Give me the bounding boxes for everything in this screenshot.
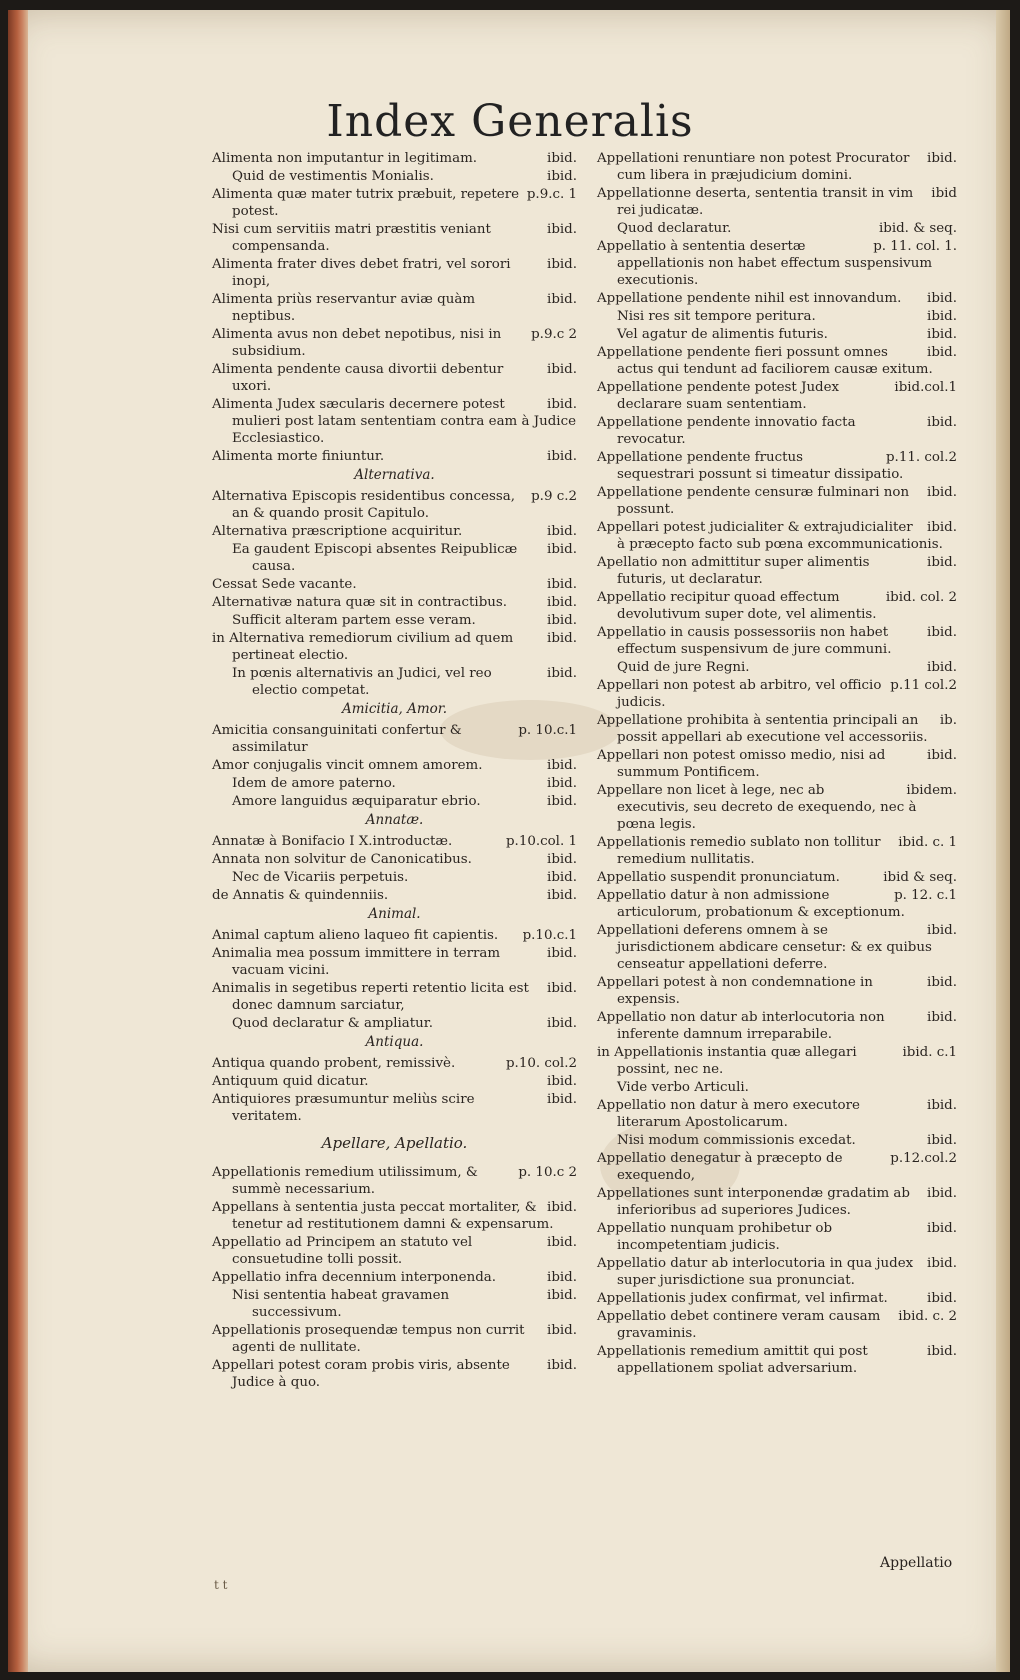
page-reference: ibid. xyxy=(547,794,577,809)
page-reference: ib. xyxy=(939,713,957,728)
entry-text: Appellatio non datur à mero executore literarum Apostolicarum. xyxy=(597,1098,860,1130)
entry-text: Appellare non licet à lege, nec ab executivis, seu decreto de exequendo, nec à pœna legis. xyxy=(597,783,917,832)
entry-text: Animal captum alieno laqueo fit capientis. xyxy=(212,928,499,943)
entry-text: Appellationi deferens omnem à se jurisdictionem abdicare censetur: & ex quibus censeatur appellationi deferre. xyxy=(597,923,932,972)
index-entry xyxy=(212,775,577,792)
index-entry xyxy=(597,1343,957,1377)
entry-text: Nec de Vicariis perpetuis. xyxy=(232,870,409,885)
page-reference: ibid. xyxy=(927,345,957,360)
entry-text: Quod declaratur. xyxy=(617,221,732,236)
index-entry xyxy=(212,594,577,611)
page-reference: ibidem. xyxy=(906,783,957,798)
entry-text: Appellari potest coram probis viris, absente Judice à quo. xyxy=(212,1358,510,1390)
entry-text: Appellatione prohibita à sententia principali an possit appellari ab executione vel accessoriis. xyxy=(597,713,928,745)
index-entry xyxy=(597,379,957,413)
page-reference: ibid xyxy=(931,186,957,201)
index-entry xyxy=(212,168,577,185)
entry-text: Appellatio recipitur quoad effectum devolutivum super dote, vel alimentis. xyxy=(597,590,877,622)
entry-text: Alimenta frater dives debet fratri, vel sorori inopi, xyxy=(212,257,511,289)
page-reference: ibid. xyxy=(547,151,577,166)
page-reference: ibid. xyxy=(927,485,957,500)
page-reference: ibid. col. 2 xyxy=(885,590,957,605)
page-reference: ibid. xyxy=(547,613,577,628)
page-reference: ibid. xyxy=(547,1358,577,1373)
page-title: Index Generalis xyxy=(326,96,694,147)
entry-text: Appellatione pendente nihil est innovandum. xyxy=(597,291,902,306)
entry-text: Appellatione pendente censuræ fulminari non possunt. xyxy=(597,485,910,517)
page-reference: p.11. col.2 xyxy=(885,450,957,465)
entry-text: Nisi cum servitiis matri præstitis veniant compensanda. xyxy=(212,222,491,254)
index-entry xyxy=(212,488,577,522)
index-entry xyxy=(597,220,957,237)
entry-text: Appellationis remedium amittit qui post appellationem spoliat adversarium. xyxy=(597,1344,868,1376)
page-reference: p. 11. col. 1. xyxy=(873,239,957,254)
index-entry xyxy=(597,624,957,658)
index-entry xyxy=(597,308,957,325)
page-reference: ibid. xyxy=(547,888,577,903)
page-reference: ibid. c. 1 xyxy=(898,835,957,850)
page-reference: ibid. xyxy=(547,1200,577,1215)
index-column-left xyxy=(212,150,577,1392)
page-reference: ibid. xyxy=(547,595,577,610)
page-reference: ibid. xyxy=(927,1098,957,1113)
index-entry xyxy=(597,677,957,711)
index-entry xyxy=(597,659,957,676)
entry-text: Idem de amore paterno. xyxy=(232,776,396,791)
entry-text: Appellans à sententia justa peccat mortaliter, & tenetur ad restitutionem damni & expensarum. xyxy=(212,1200,554,1232)
index-entry xyxy=(212,630,577,664)
index-entry xyxy=(597,290,957,307)
index-entry xyxy=(597,1255,957,1289)
index-entry xyxy=(212,576,577,593)
page-reference: ibid. xyxy=(927,1221,957,1236)
entry-text: Appellatio non datur ab interlocutoria non inferente damnum irreparabile. xyxy=(597,1010,885,1042)
entry-text: in Appellationis instantia quæ allegari possint, nec ne. xyxy=(597,1045,857,1077)
entry-text: Appellatio datur ab interlocutoria in qua judex super jurisdictione sua pronunciat. xyxy=(597,1256,914,1288)
page-reference: ibid. c.1 xyxy=(902,1045,957,1060)
index-entry xyxy=(597,712,957,746)
entry-text: Amor conjugalis vincit omnem amorem. xyxy=(212,758,483,773)
index-entry xyxy=(597,1308,957,1342)
index-entry xyxy=(597,1079,957,1096)
page-reference: ibid. xyxy=(927,151,957,166)
entry-text: Apellatio non admittitur super alimentis futuris, ut declaratur. xyxy=(597,555,870,587)
index-entry xyxy=(212,851,577,868)
index-section-heading: Antiqua. xyxy=(365,1034,424,1050)
index-entry xyxy=(597,519,957,553)
page-reference: ibid. xyxy=(547,776,577,791)
entry-text: Appellatio denegatur à præcepto de exequendo, xyxy=(597,1151,843,1183)
page-reference: ibid. xyxy=(547,981,577,996)
page-reference: ibid. xyxy=(927,291,957,306)
index-section-heading: Apellare, Apellatio. xyxy=(321,1134,468,1152)
index-entry xyxy=(212,833,577,850)
entry-text: Appellationis prosequendæ tempus non currit agenti de nullitate. xyxy=(212,1323,525,1355)
page-reference: p.9 c.2 xyxy=(531,489,577,504)
entry-text: Ea gaudent Episcopi absentes Reipublicæ causa. xyxy=(232,542,518,574)
entry-text: Sufficit alteram partem esse veram. xyxy=(232,613,476,628)
entry-text: Nisi sententia habeat gravamen successivum. xyxy=(232,1288,450,1320)
index-entry xyxy=(597,887,957,921)
entry-text: Animalis in segetibus reperti retentio licita est donec damnum sarciatur, xyxy=(212,981,529,1013)
signature-mark: t t xyxy=(214,1578,228,1592)
entry-text: Appellatio infra decennium interponenda. xyxy=(212,1270,497,1285)
index-entry xyxy=(212,396,577,447)
entry-text: Vel agatur de alimentis futuris. xyxy=(617,327,828,342)
index-entry xyxy=(212,1269,577,1286)
index-section-heading: Alternativa. xyxy=(354,467,435,483)
page-reference: ibid. xyxy=(547,1074,577,1089)
entry-text: Appellari non potest ab arbitro, vel officio judicis. xyxy=(597,678,882,710)
index-section-heading: Amicitia, Amor. xyxy=(341,701,448,717)
index-entry xyxy=(597,449,957,483)
entry-text: Alimenta avus non debet nepotibus, nisi in subsidium. xyxy=(212,327,502,359)
entry-text: Appellatione pendente fieri possunt omnes actus qui tendunt ad faciliorem causæ exitum. xyxy=(597,345,933,377)
entry-text: In pœnis alternativis an Judici, vel reo electio competat. xyxy=(232,666,492,698)
page-reference: ibid.col.1 xyxy=(894,380,957,395)
index-entry xyxy=(597,589,957,623)
page-reference: ibid. xyxy=(547,631,577,646)
entry-text: Antiqua quando probent, remissivè. xyxy=(212,1056,456,1071)
page-reference: ibid. xyxy=(927,1344,957,1359)
entry-text: Appellari potest à non condemnatione in expensis. xyxy=(597,975,873,1007)
page-reference: p. 10.c 2 xyxy=(518,1165,577,1180)
index-entry xyxy=(212,1091,577,1125)
index-section-heading: Animal. xyxy=(368,906,421,922)
page-reference: p.9.c. 1 xyxy=(526,187,577,202)
page-reference: ibid. xyxy=(547,449,577,464)
entry-text: de Annatis & quindenniis. xyxy=(212,888,389,903)
index-entry xyxy=(212,869,577,886)
index-entry xyxy=(212,1055,577,1072)
entry-text: Quid de jure Regni. xyxy=(617,660,750,675)
index-section-heading: Annatæ. xyxy=(365,812,424,828)
entry-text: Appellatione pendente fructus sequestrari possunt si timeatur dissipatio. xyxy=(597,450,904,482)
entry-text: Alternativa Episcopis residentibus concessa, an & quando prosit Capitulo. xyxy=(212,489,515,521)
entry-text: Appellatio datur à non admissione articulorum, probationum & exceptionum. xyxy=(597,888,905,920)
entry-text: Vide verbo Articuli. xyxy=(617,1080,749,1095)
index-entry xyxy=(597,922,957,973)
entry-text: Appellari non potest omisso medio, nisi ad summum Pontificem. xyxy=(597,748,886,780)
catchword: Appellatio xyxy=(880,1555,953,1571)
page-reference: ibid. xyxy=(547,852,577,867)
page-reference: ibid. xyxy=(547,524,577,539)
page-reference: ibid. xyxy=(547,758,577,773)
page-reference: ibid. xyxy=(547,666,577,681)
index-entry xyxy=(597,150,957,184)
page-reference: ibid. xyxy=(927,1291,957,1306)
entry-text: Appellatio in causis possessoriis non habet effectum suspensivum de jure communi. xyxy=(597,625,892,657)
index-entry xyxy=(212,665,577,699)
index-entry xyxy=(597,1097,957,1131)
page-reference: ibid. xyxy=(547,222,577,237)
page-reference: ibid. xyxy=(547,1092,577,1107)
index-entry xyxy=(212,722,577,756)
page-reference: ibid. xyxy=(547,1288,577,1303)
index-entry xyxy=(597,554,957,588)
index-entry xyxy=(212,1234,577,1268)
entry-text: Annatæ à Bonifacio I X.introductæ. xyxy=(212,834,453,849)
index-entry xyxy=(597,1220,957,1254)
index-entry xyxy=(212,1199,577,1233)
page-reference: ibid. xyxy=(547,577,577,592)
index-entry xyxy=(597,869,957,886)
index-entry xyxy=(597,1290,957,1307)
index-entry xyxy=(212,361,577,395)
page-reference: ibid & seq. xyxy=(883,870,957,885)
entry-text: Amore languidus æquiparatur ebrio. xyxy=(232,794,481,809)
entry-text: Appellatione pendente potest Judex declarare suam sententiam. xyxy=(597,380,840,412)
page-reference: p.9.c 2 xyxy=(531,327,577,342)
page-reference: ibid. xyxy=(927,309,957,324)
index-entry xyxy=(597,326,957,343)
index-entry xyxy=(597,1150,957,1184)
entry-text: Quid de vestimentis Monialis. xyxy=(232,169,434,184)
index-entry xyxy=(212,945,577,979)
page-reference: ibid. xyxy=(927,625,957,640)
page-reference: ibid. xyxy=(927,748,957,763)
entry-text: Appellationne deserta, sententia transit in vim rei judicatæ. xyxy=(597,186,914,218)
page-reference: p.10.c.1 xyxy=(522,928,577,943)
entry-text: Alimenta morte finiuntur. xyxy=(212,449,385,464)
page-reference: ibid. xyxy=(927,1186,957,1201)
page-reference: ibid. xyxy=(547,542,577,557)
page-reference: ibid. xyxy=(547,1323,577,1338)
index-entry xyxy=(212,1287,577,1321)
index-entry xyxy=(597,1132,957,1149)
index-entry xyxy=(597,747,957,781)
page-reference: ibid. xyxy=(927,660,957,675)
page-reference: ibid. xyxy=(927,1133,957,1148)
index-entry xyxy=(212,757,577,774)
index-entry xyxy=(212,256,577,290)
index-entry xyxy=(212,221,577,255)
page-reference: ibid. xyxy=(547,1270,577,1285)
page-reference: ibid. xyxy=(547,257,577,272)
page-reference: ibid. xyxy=(927,975,957,990)
entry-text: Appellari potest judicialiter & extrajudicialiter à præcepto facto sub pœna excommunicationis. xyxy=(597,520,943,552)
page-reference: ibid. xyxy=(547,870,577,885)
page-reference: ibid. xyxy=(547,397,577,412)
page-reference: p.11 col.2 xyxy=(890,678,957,693)
entry-text: Nisi modum commissionis excedat. xyxy=(617,1133,856,1148)
index-entry xyxy=(597,1009,957,1043)
index-entry xyxy=(212,793,577,810)
page-reference: p.10.col. 1 xyxy=(505,834,577,849)
index-entry xyxy=(597,974,957,1008)
index-entry xyxy=(212,1164,577,1198)
entry-text: Appellatio ad Principem an statuto vel consuetudine tolli possit. xyxy=(212,1235,473,1267)
page-edge xyxy=(8,10,28,1672)
page-reference: ibid. xyxy=(547,1235,577,1250)
page-reference: ibid. xyxy=(927,1256,957,1271)
index-entry xyxy=(212,612,577,629)
entry-text: Alimenta priùs reservantur aviæ quàm neptibus. xyxy=(212,292,476,324)
entry-text: Alternativa præscriptione acquiritur. xyxy=(212,524,463,539)
entry-text: Alimenta pendente causa divortii debentur uxori. xyxy=(212,362,504,394)
entry-text: Annata non solvitur de Canonicatibus. xyxy=(212,852,472,867)
entry-text: Antiquiores præsumuntur meliùs scire veritatem. xyxy=(212,1092,475,1124)
index-entry xyxy=(212,326,577,360)
index-entry xyxy=(597,238,957,289)
index-entry xyxy=(597,344,957,378)
index-entry xyxy=(212,1357,577,1391)
index-entry xyxy=(212,186,577,220)
page-reference: ibid. xyxy=(927,327,957,342)
page-reference: ibid. xyxy=(927,555,957,570)
entry-text: Appellatio suspendit pronunciatum. xyxy=(597,870,840,885)
entry-text: Alimenta quæ mater tutrix præbuit, repetere potest. xyxy=(212,187,520,219)
page-gutter xyxy=(996,10,1010,1672)
index-entry xyxy=(597,1044,957,1078)
index-entry xyxy=(212,448,577,465)
entry-text: Amicitia consanguinitati confertur & assimilatur xyxy=(212,723,462,755)
entry-text: Appellatio nunquam prohibetur ob incompetentiam judicis. xyxy=(597,1221,833,1253)
entry-text: Alimenta Judex sæcularis decernere potest mulieri post latam sententiam contra eam à Judice Ecclesiastico. xyxy=(212,397,577,446)
entry-text: Appellationes sunt interponendæ gradatim ab inferioribus ad superiores Judices. xyxy=(597,1186,910,1218)
entry-text: Appellatio debet continere veram causam gravaminis. xyxy=(597,1309,881,1341)
page-reference: ibid. xyxy=(547,1016,577,1031)
index-entry xyxy=(212,1073,577,1090)
entry-text: Animalia mea possum immittere in terram vacuam vicini. xyxy=(212,946,501,978)
page-reference: ibid. xyxy=(547,362,577,377)
page-reference: p. 10.c.1 xyxy=(518,723,577,738)
entry-text: Antiquum quid dicatur. xyxy=(212,1074,369,1089)
entry-text: in Alternativa remediorum civilium ad quem pertineat electio. xyxy=(212,631,514,663)
entry-text: Appellationis remedio sublato non tollitur remedium nullitatis. xyxy=(597,835,881,867)
page-reference: ibid. xyxy=(927,1010,957,1025)
index-entry xyxy=(212,523,577,540)
index-entry xyxy=(212,927,577,944)
index-entry xyxy=(212,980,577,1014)
page-reference: ibid. xyxy=(927,415,957,430)
index-entry xyxy=(597,1185,957,1219)
index-entry xyxy=(212,541,577,575)
entry-text: Alimenta non imputantur in legitimam. xyxy=(212,151,478,166)
page-reference: ibid. & seq. xyxy=(878,221,957,236)
entry-text: Nisi res sit tempore peritura. xyxy=(617,309,816,324)
index-entry xyxy=(212,150,577,167)
entry-text: Alternativæ natura quæ sit in contractibus. xyxy=(212,595,508,610)
page-reference: ibid. xyxy=(927,923,957,938)
page-reference: p.12.col.2 xyxy=(890,1151,957,1166)
entry-text: Cessat Sede vacante. xyxy=(212,577,357,592)
page-reference: p.10. col.2 xyxy=(505,1056,577,1071)
index-entry xyxy=(597,782,957,833)
entry-text: Appellationis judex confirmat, vel infirmat. xyxy=(597,1291,888,1306)
index-entry xyxy=(597,185,957,219)
page-reference: ibid. xyxy=(547,946,577,961)
page-reference: p. 12. c.1 xyxy=(894,888,957,903)
index-entry xyxy=(597,484,957,518)
page-reference: ibid. xyxy=(547,169,577,184)
index-entry xyxy=(212,887,577,904)
entry-text: Appellationi renuntiare non potest Procurator cum libera in præjudicium domini. xyxy=(597,151,910,183)
entry-text: Appellationis remedium utilissimum, & summè necessarium. xyxy=(212,1165,478,1197)
index-entry xyxy=(212,1322,577,1356)
page-reference: ibid. xyxy=(547,292,577,307)
entry-text: Appellatione pendente innovatio facta revocatur. xyxy=(597,415,856,447)
index-entry xyxy=(597,414,957,448)
page-reference: ibid. c. 2 xyxy=(898,1309,957,1324)
page-reference: ibid. xyxy=(927,520,957,535)
index-entry xyxy=(597,834,957,868)
entry-text: Quod declaratur & ampliatur. xyxy=(232,1016,433,1031)
index-column-right xyxy=(597,150,957,1378)
index-entry xyxy=(212,291,577,325)
entry-text: Appellatio à sententia desertæ appellationis non habet effectum suspensivum executionis. xyxy=(597,239,933,288)
index-entry xyxy=(212,1015,577,1032)
